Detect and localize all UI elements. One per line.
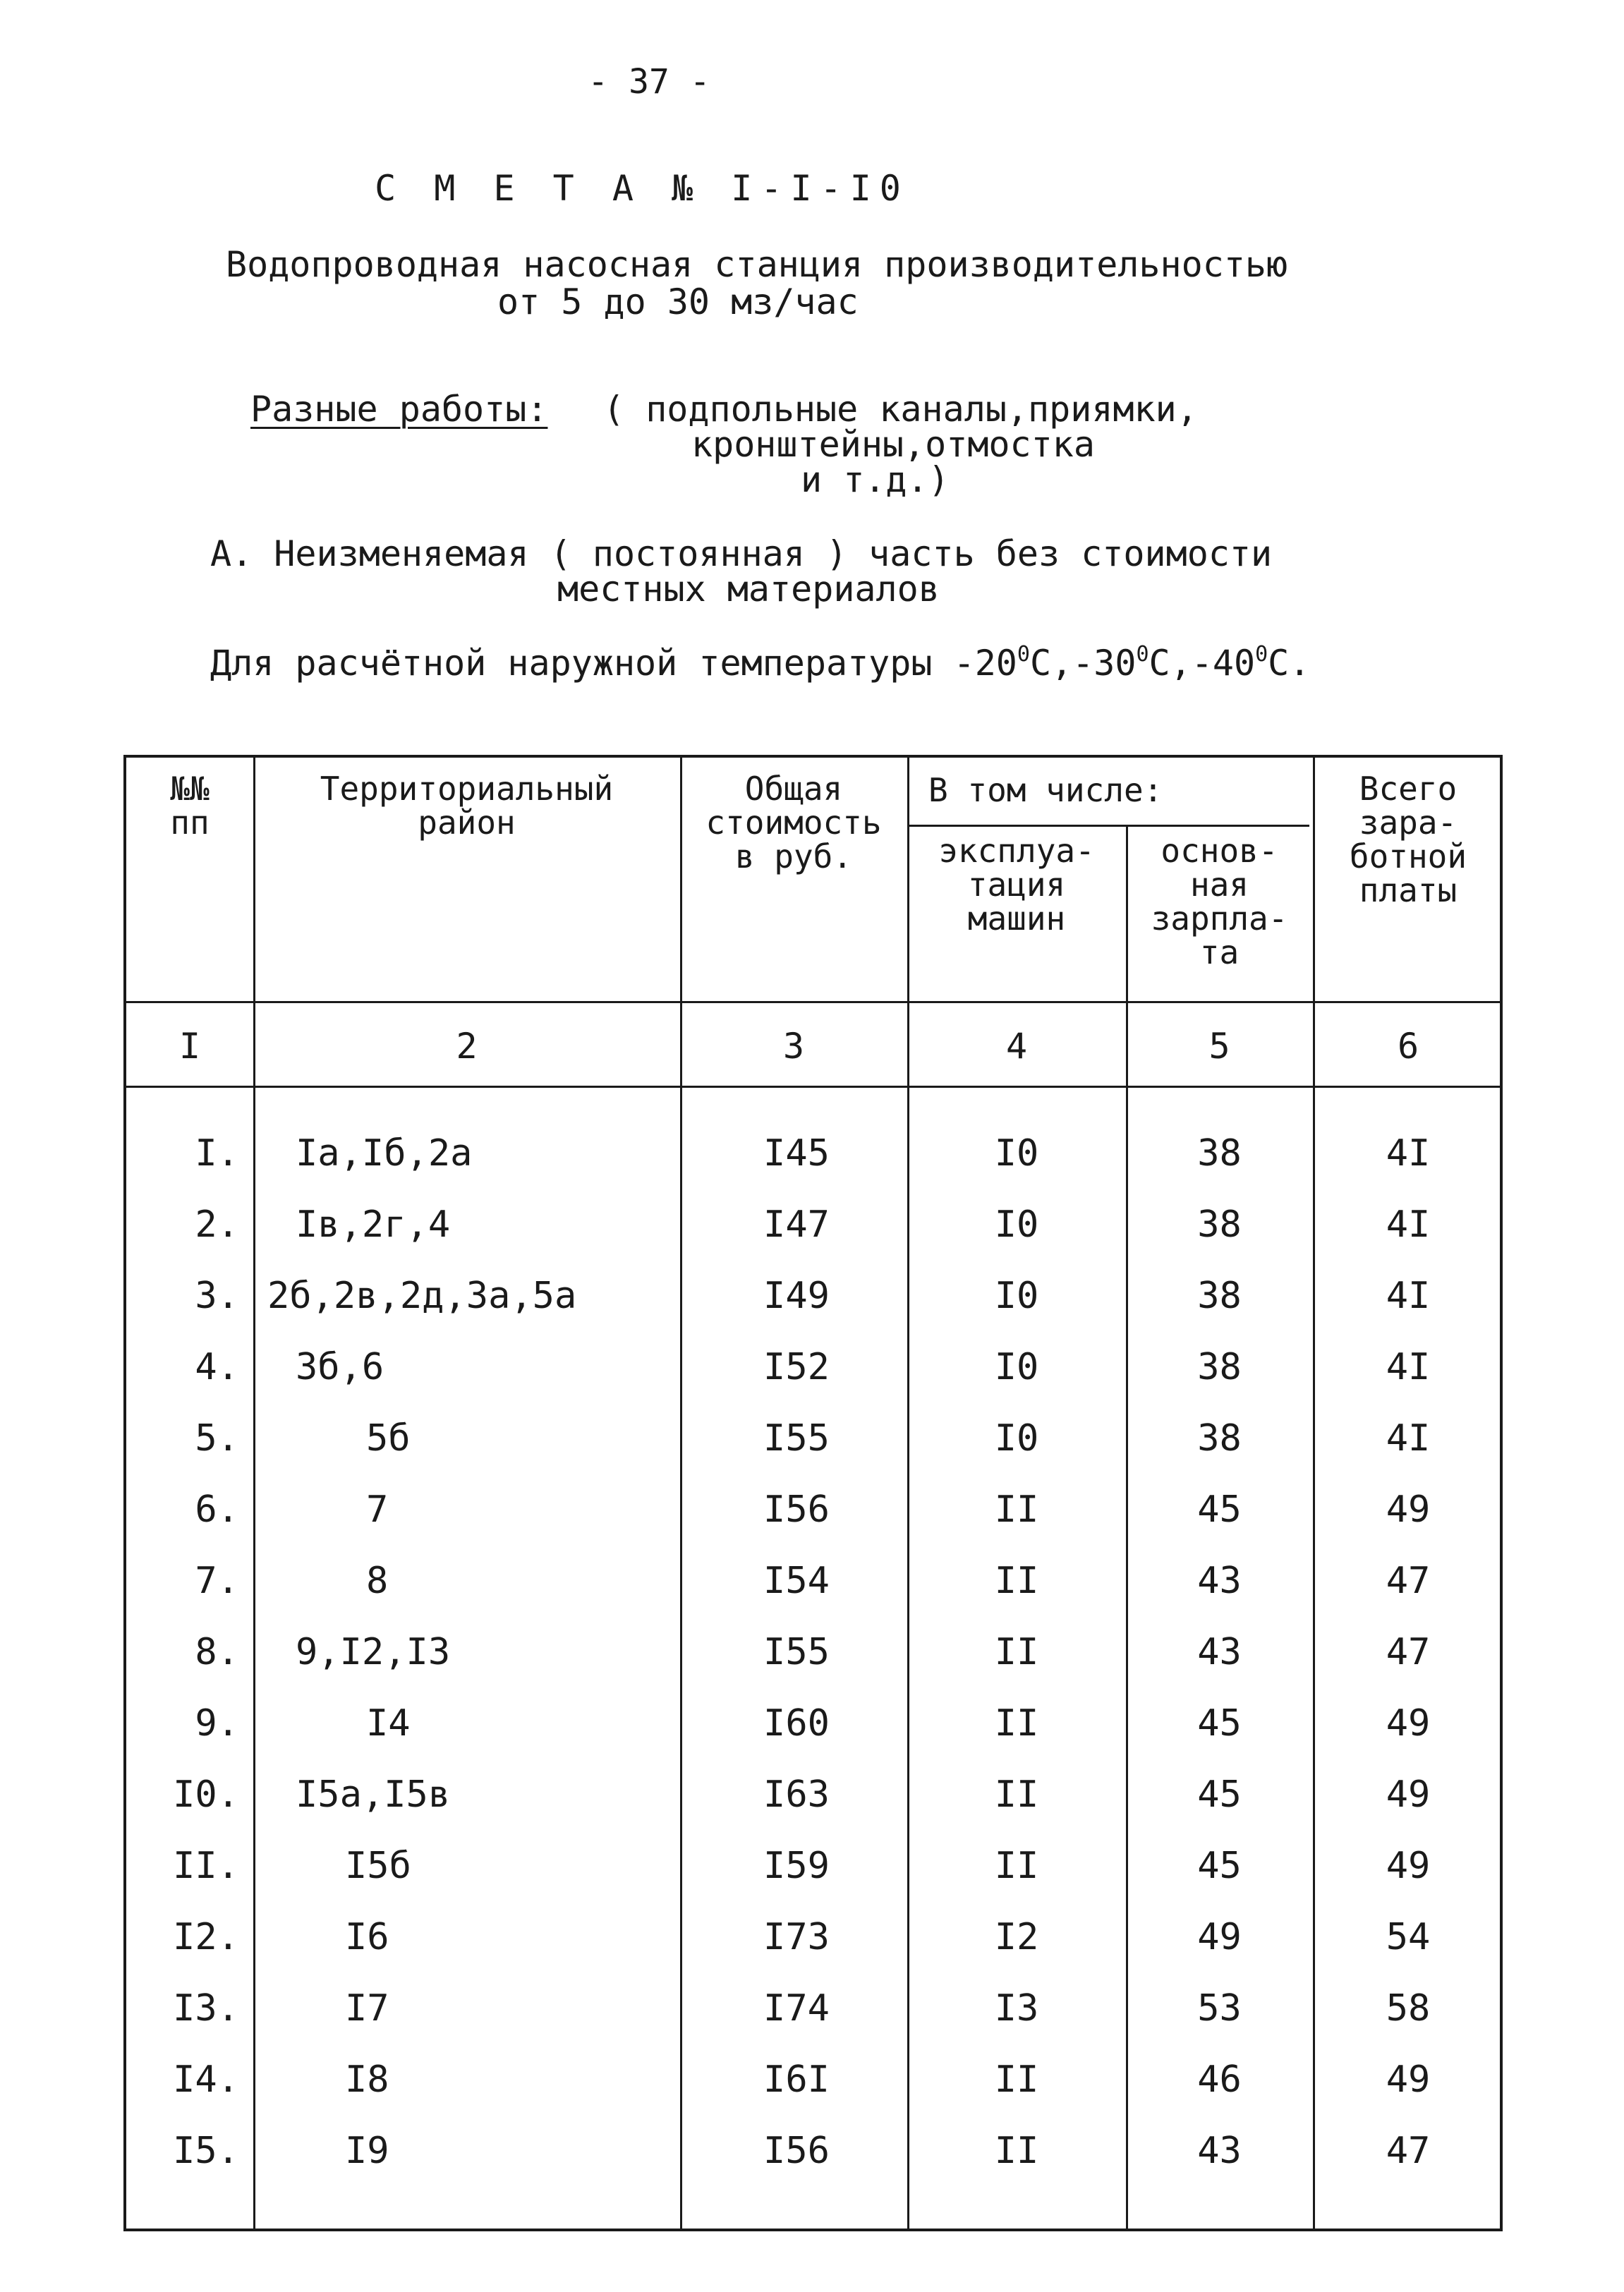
region-cell: 3б,6 bbox=[296, 1346, 384, 1388]
machines-cell: II bbox=[994, 1702, 1039, 1745]
all-wages-cell: 47 bbox=[1386, 2130, 1431, 2172]
wages-cell: 38 bbox=[1197, 1275, 1242, 1317]
temperature-c3: С. bbox=[1268, 643, 1311, 684]
total-cost-cell: I49 bbox=[763, 1275, 830, 1317]
all-wages-cell: 58 bbox=[1386, 1987, 1431, 2030]
column-number: 5 bbox=[1208, 1026, 1230, 1067]
row-number: II. bbox=[173, 1845, 239, 1887]
row-number: 4. bbox=[195, 1346, 239, 1388]
degree-mark: 0 bbox=[1136, 642, 1149, 667]
header-all-wages: Всего зара- ботной платы bbox=[1349, 770, 1467, 909]
machines-cell: II bbox=[994, 1845, 1039, 1887]
all-wages-cell: 49 bbox=[1386, 1773, 1431, 1816]
total-cost-cell: I47 bbox=[763, 1203, 830, 1246]
row-number: 2. bbox=[195, 1203, 239, 1246]
wages-cell: 38 bbox=[1197, 1417, 1242, 1460]
machines-cell: I0 bbox=[994, 1203, 1039, 1246]
header-wages: основ- ная зарпла- та bbox=[1151, 832, 1288, 971]
works-label: Разные работы: bbox=[250, 389, 548, 430]
wages-cell: 53 bbox=[1197, 1987, 1242, 2030]
column-number: 6 bbox=[1397, 1026, 1419, 1067]
all-wages-cell: 47 bbox=[1386, 1631, 1431, 1673]
wages-cell: 49 bbox=[1197, 1916, 1242, 1958]
header-including: В том числе: bbox=[928, 771, 1163, 809]
all-wages-cell: 4I bbox=[1386, 1417, 1431, 1460]
header-num: №№ пп bbox=[170, 770, 210, 842]
row-number: 8. bbox=[195, 1631, 239, 1673]
region-cell: I7 bbox=[345, 1987, 389, 2030]
region-cell: 9,I2,I3 bbox=[296, 1631, 451, 1673]
total-cost-cell: I55 bbox=[763, 1417, 830, 1460]
machines-cell: II bbox=[994, 1631, 1039, 1673]
region-cell: I8 bbox=[345, 2058, 389, 2101]
wages-cell: 43 bbox=[1197, 1560, 1242, 1602]
all-wages-cell: 47 bbox=[1386, 1560, 1431, 1602]
row-number: I5. bbox=[173, 2130, 239, 2172]
header-region: Территориальный район bbox=[320, 770, 614, 842]
total-cost-cell: I54 bbox=[763, 1560, 830, 1602]
wages-cell: 45 bbox=[1197, 1845, 1242, 1887]
all-wages-cell: 4I bbox=[1386, 1346, 1431, 1388]
machines-cell: II bbox=[994, 1560, 1039, 1602]
row-number: 9. bbox=[195, 1702, 239, 1745]
table-divider bbox=[253, 758, 255, 2229]
works-line-2: кронштейны,отмостка bbox=[691, 424, 1095, 465]
total-cost-cell: I56 bbox=[763, 2130, 830, 2172]
header-total: Общая стоимость в руб. bbox=[705, 770, 882, 875]
row-number: 6. bbox=[195, 1488, 239, 1531]
column-number: 2 bbox=[456, 1026, 478, 1067]
wages-cell: 38 bbox=[1197, 1203, 1242, 1246]
row-number: I3. bbox=[173, 1987, 239, 2030]
wages-cell: 38 bbox=[1197, 1346, 1242, 1388]
temperature-line bbox=[210, 642, 1311, 684]
total-cost-cell: I6I bbox=[763, 2058, 830, 2101]
header-machines: эксплуа- тация машин bbox=[938, 832, 1095, 938]
all-wages-cell: 49 bbox=[1386, 2058, 1431, 2101]
row-number: I4. bbox=[173, 2058, 239, 2101]
table-divider bbox=[126, 1001, 1500, 1003]
estimate-table bbox=[123, 755, 1503, 2231]
all-wages-cell: 49 bbox=[1386, 1488, 1431, 1531]
machines-cell: II bbox=[994, 1773, 1039, 1816]
machines-cell: II bbox=[994, 2058, 1039, 2101]
wages-cell: 46 bbox=[1197, 2058, 1242, 2101]
region-cell: I6 bbox=[345, 1916, 389, 1958]
row-number: 5. bbox=[195, 1417, 239, 1460]
wages-cell: 43 bbox=[1197, 1631, 1242, 1673]
total-cost-cell: I60 bbox=[763, 1702, 830, 1745]
temperature-c1: С,-30 bbox=[1029, 643, 1137, 684]
region-cell: I4 bbox=[366, 1702, 411, 1745]
region-cell: 7 bbox=[366, 1488, 389, 1531]
region-cell: I5а,I5в bbox=[296, 1773, 451, 1816]
region-cell: 5б bbox=[366, 1417, 411, 1460]
works-line-1: ( подпольные каналы,приямки, bbox=[603, 389, 1198, 430]
machines-cell: I3 bbox=[994, 1987, 1039, 2030]
machines-cell: I2 bbox=[994, 1916, 1039, 1958]
degree-mark: 0 bbox=[1017, 642, 1030, 667]
row-number: I0. bbox=[173, 1773, 239, 1816]
row-number: I. bbox=[195, 1132, 239, 1175]
row-number: I2. bbox=[173, 1916, 239, 1958]
column-number: I bbox=[178, 1026, 201, 1067]
total-cost-cell: I55 bbox=[763, 1631, 830, 1673]
machines-cell: II bbox=[994, 1488, 1039, 1531]
page-number: - 37 - bbox=[588, 62, 710, 102]
part-line-1: А. Неизменяемая ( постоянная ) часть без стоимости bbox=[210, 533, 1273, 574]
all-wages-cell: 49 bbox=[1386, 1702, 1431, 1745]
region-cell: Iв,2г,4 bbox=[296, 1203, 451, 1246]
works-line-3: и т.д.) bbox=[801, 459, 950, 500]
all-wages-cell: 4I bbox=[1386, 1132, 1431, 1175]
wages-cell: 38 bbox=[1197, 1132, 1242, 1175]
region-cell: Iа,Iб,2а bbox=[296, 1132, 473, 1175]
subtitle-line-2: от 5 до 30 мз/час bbox=[497, 281, 859, 322]
total-cost-cell: I59 bbox=[763, 1845, 830, 1887]
wages-cell: 45 bbox=[1197, 1488, 1242, 1531]
part-line-2: местных материалов bbox=[557, 569, 940, 610]
row-number: 7. bbox=[195, 1560, 239, 1602]
degree-mark: 0 bbox=[1255, 642, 1268, 667]
all-wages-cell: 54 bbox=[1386, 1916, 1431, 1958]
total-cost-cell: I45 bbox=[763, 1132, 830, 1175]
machines-cell: I0 bbox=[994, 1275, 1039, 1317]
column-number: 4 bbox=[1005, 1026, 1028, 1067]
region-cell: 2б,2в,2д,3а,5а bbox=[267, 1275, 577, 1317]
region-cell: 8 bbox=[366, 1560, 389, 1602]
temperature-c2: С,-40 bbox=[1149, 643, 1256, 684]
all-wages-cell: 4I bbox=[1386, 1275, 1431, 1317]
temperature-prefix: Для расчётной наружной температуры -20 bbox=[210, 643, 1017, 684]
wages-cell: 45 bbox=[1197, 1702, 1242, 1745]
column-number: 3 bbox=[782, 1026, 805, 1067]
machines-cell: I0 bbox=[994, 1417, 1039, 1460]
total-cost-cell: I73 bbox=[763, 1916, 830, 1958]
table-divider bbox=[126, 1086, 1500, 1088]
wages-cell: 45 bbox=[1197, 1773, 1242, 1816]
region-cell: I5б bbox=[345, 1845, 411, 1887]
total-cost-cell: I52 bbox=[763, 1346, 830, 1388]
estimate-title: С М Е Т А № I-I-I0 bbox=[375, 168, 909, 209]
machines-cell: I0 bbox=[994, 1132, 1039, 1175]
all-wages-cell: 49 bbox=[1386, 1845, 1431, 1887]
total-cost-cell: I74 bbox=[763, 1987, 830, 2030]
total-cost-cell: I63 bbox=[763, 1773, 830, 1816]
total-cost-cell: I56 bbox=[763, 1488, 830, 1531]
all-wages-cell: 4I bbox=[1386, 1203, 1431, 1246]
wages-cell: 43 bbox=[1197, 2130, 1242, 2172]
subtitle-line-1: Водопроводная насосная станция производительностью bbox=[226, 244, 1288, 285]
region-cell: I9 bbox=[345, 2130, 389, 2172]
machines-cell: I0 bbox=[994, 1346, 1039, 1388]
table-divider bbox=[907, 825, 1309, 827]
machines-cell: II bbox=[994, 2130, 1039, 2172]
row-number: 3. bbox=[195, 1275, 239, 1317]
